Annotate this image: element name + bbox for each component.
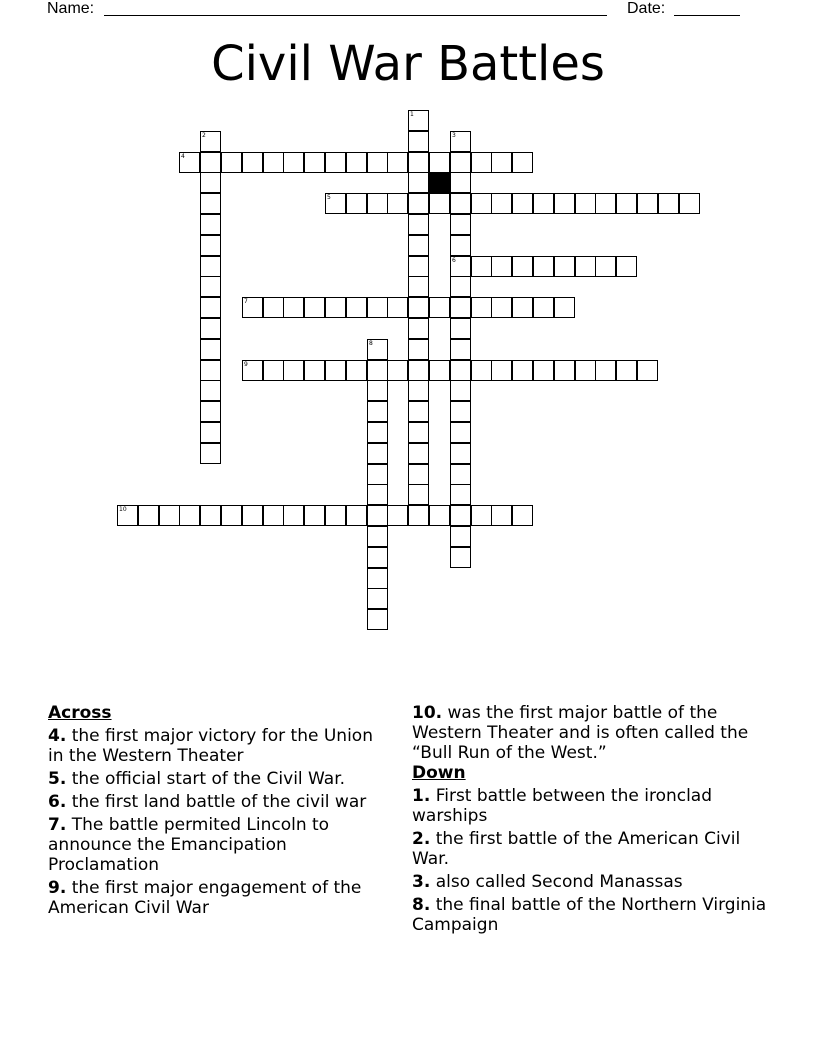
clues-left-column [48, 703, 393, 918]
grid-cell[interactable] [367, 401, 388, 422]
date-label: Date: [627, 0, 666, 17]
grid-cell[interactable] [367, 422, 388, 443]
grid-cell[interactable] [471, 256, 492, 277]
grid-cell[interactable] [471, 193, 492, 214]
grid-cell[interactable] [533, 193, 554, 214]
grid-cell[interactable] [450, 172, 471, 193]
grid-cell[interactable] [387, 360, 408, 381]
grid-cell[interactable] [367, 484, 388, 505]
grid-cell[interactable] [346, 505, 367, 526]
clue-number: 7. [48, 815, 67, 835]
clue-number: 6. [48, 792, 67, 812]
grid-cell[interactable] [429, 193, 450, 214]
grid-cell[interactable] [554, 297, 575, 318]
grid-cell[interactable] [304, 297, 325, 318]
clue-number: 2. [412, 829, 431, 849]
grid-cell[interactable] [242, 360, 263, 381]
grid-cell[interactable] [346, 360, 367, 381]
grid-cell[interactable] [408, 318, 429, 339]
grid-cell[interactable] [367, 297, 388, 318]
grid-cell[interactable] [179, 505, 200, 526]
grid-cell[interactable] [408, 256, 429, 277]
grid-cell[interactable] [367, 609, 388, 630]
grid-cell[interactable] [491, 360, 512, 381]
clue-number-label: 8 [369, 340, 373, 347]
clue-number: 5. [48, 769, 67, 789]
grid-cell[interactable] [408, 131, 429, 152]
grid-cell[interactable] [450, 339, 471, 360]
clue-number-label: 1 [410, 111, 414, 118]
grid-cell[interactable] [200, 256, 221, 277]
grid-cell[interactable] [263, 360, 284, 381]
grid-cell[interactable] [471, 152, 492, 173]
clue-text: the first major victory for the Union in the Western Theater [48, 726, 373, 766]
grid-cell[interactable] [408, 297, 429, 318]
grid-cell[interactable] [200, 193, 221, 214]
clues-right-column [412, 703, 772, 935]
grid-cell[interactable] [450, 152, 471, 173]
clue-across-5 [48, 769, 393, 789]
grid-cell[interactable] [325, 193, 346, 214]
clue-number-label: 4 [181, 153, 185, 160]
grid-cell[interactable] [491, 193, 512, 214]
grid-cell[interactable] [658, 193, 679, 214]
clue-text: the first battle of the American Civil War. [412, 829, 741, 869]
clue-text: The battle permited Lincoln to announce the Emancipation Proclamation [48, 815, 330, 875]
grid-cell[interactable] [200, 422, 221, 443]
grid-cell[interactable] [595, 193, 616, 214]
grid-cell[interactable] [533, 297, 554, 318]
clue-number-label: 7 [244, 298, 248, 305]
grid-cell[interactable] [325, 297, 346, 318]
grid-cell[interactable] [325, 360, 346, 381]
grid-cell[interactable] [491, 505, 512, 526]
grid-cell[interactable] [575, 193, 596, 214]
grid-cell[interactable] [200, 172, 221, 193]
grid-cell[interactable] [450, 443, 471, 464]
grid-cell[interactable] [367, 152, 388, 173]
grid-cell[interactable] [616, 193, 637, 214]
grid-cell[interactable] [387, 297, 408, 318]
clue-across-7 [48, 815, 393, 875]
grid-cell[interactable] [200, 339, 221, 360]
grid-cell[interactable] [450, 505, 471, 526]
grid-cell[interactable] [512, 193, 533, 214]
clue-down-8 [412, 895, 772, 935]
grid-cell[interactable] [575, 360, 596, 381]
grid-cell[interactable] [367, 505, 388, 526]
grid-cell[interactable] [138, 505, 159, 526]
grid-cell[interactable] [491, 256, 512, 277]
grid-cell[interactable] [637, 193, 658, 214]
clue-number: 9. [48, 878, 67, 898]
grid-cell[interactable] [533, 360, 554, 381]
grid-cell[interactable] [429, 505, 450, 526]
grid-cell[interactable] [491, 152, 512, 173]
grid-cell[interactable] [221, 505, 242, 526]
grid-cell[interactable] [408, 152, 429, 173]
grid-cell[interactable] [408, 276, 429, 297]
grid-cell[interactable] [450, 526, 471, 547]
across-heading: Across [48, 703, 112, 723]
clue-number: 1. [412, 786, 431, 806]
grid-cell[interactable] [346, 297, 367, 318]
clue-text: the final battle of the Northern Virginia Campaign [412, 895, 767, 935]
grid-cell[interactable] [283, 152, 304, 173]
grid-cell[interactable] [491, 297, 512, 318]
clue-number-label: 10 [119, 506, 127, 513]
grid-cell[interactable] [450, 297, 471, 318]
grid-cell[interactable] [242, 152, 263, 173]
grid-cell[interactable] [408, 235, 429, 256]
grid-cell[interactable] [242, 297, 263, 318]
clue-number-label: 3 [452, 132, 456, 139]
grid-cell[interactable] [367, 339, 388, 360]
grid-cell[interactable] [408, 484, 429, 505]
grid-cell[interactable] [554, 193, 575, 214]
grid-cell[interactable] [450, 131, 471, 152]
grid-cell[interactable] [200, 318, 221, 339]
grid-cell[interactable] [450, 256, 471, 277]
grid-cell[interactable] [283, 505, 304, 526]
grid-cell[interactable] [512, 505, 533, 526]
grid-cell[interactable] [387, 152, 408, 173]
grid-cell[interactable] [408, 110, 429, 131]
down-heading: Down [412, 763, 466, 783]
clue-number: 8. [412, 895, 431, 915]
grid-cell[interactable] [408, 422, 429, 443]
grid-cell[interactable] [283, 297, 304, 318]
grid-cell[interactable] [408, 339, 429, 360]
grid-cell[interactable] [616, 360, 637, 381]
grid-cell[interactable] [408, 505, 429, 526]
grid-cell[interactable] [200, 235, 221, 256]
grid-cell[interactable] [408, 464, 429, 485]
grid-cell[interactable] [429, 360, 450, 381]
clue-text: was the first major battle of the Western Theater and is often called the “Bull Run of the West.” [412, 703, 749, 763]
grid-cell[interactable] [554, 360, 575, 381]
name-label: Name: [47, 0, 95, 17]
grid-cell[interactable] [200, 505, 221, 526]
grid-cell[interactable] [242, 505, 263, 526]
grid-cell[interactable] [221, 152, 242, 173]
grid-cell[interactable] [429, 152, 450, 173]
grid-cell[interactable] [367, 547, 388, 568]
clue-number: 4. [48, 726, 67, 746]
grid-cell[interactable] [367, 464, 388, 485]
clue-number-label: 9 [244, 361, 248, 368]
page-title: Civil War Battles [211, 36, 605, 92]
grid-cell[interactable] [533, 256, 554, 277]
grid-cell[interactable] [512, 297, 533, 318]
clue-text: the first major engagement of the American Civil War [48, 878, 362, 918]
grid-cell[interactable] [512, 152, 533, 173]
grid-cell[interactable] [200, 443, 221, 464]
grid-cell[interactable] [367, 568, 388, 589]
grid-cell[interactable] [200, 276, 221, 297]
grid-cell[interactable] [200, 214, 221, 235]
grid-cell[interactable] [595, 256, 616, 277]
grid-cell[interactable] [429, 297, 450, 318]
clue-text: also called Second Manassas [430, 872, 683, 892]
grid-cell[interactable] [450, 547, 471, 568]
clue-text: First battle between the ironclad warships [412, 786, 713, 826]
grid-cell[interactable] [512, 360, 533, 381]
grid-cell[interactable] [200, 360, 221, 381]
clue-across-4 [48, 726, 393, 766]
clue-number-label: 6 [452, 257, 456, 264]
grid-cell[interactable] [450, 401, 471, 422]
clue-number: 3. [412, 872, 431, 892]
grid-cell[interactable] [263, 505, 284, 526]
grid-cell[interactable] [450, 380, 471, 401]
grid-cell[interactable] [408, 172, 429, 193]
grid-cell[interactable] [200, 131, 221, 152]
clue-number-label: 2 [202, 132, 206, 139]
grid-cell[interactable] [263, 152, 284, 173]
grid-cell[interactable] [408, 401, 429, 422]
grid-cell[interactable] [200, 152, 221, 173]
grid-cell[interactable] [408, 193, 429, 214]
grid-cell[interactable] [304, 152, 325, 173]
grid-cell[interactable] [367, 360, 388, 381]
grid-cell[interactable] [450, 464, 471, 485]
grid-cell[interactable] [283, 360, 304, 381]
grid-cell[interactable] [471, 360, 492, 381]
grid-cell[interactable] [325, 152, 346, 173]
clue-across-6 [48, 792, 393, 812]
clue-number: 10. [412, 703, 443, 723]
grid-cell[interactable] [450, 193, 471, 214]
grid-cell[interactable] [367, 380, 388, 401]
grid-cell[interactable] [367, 443, 388, 464]
grid-cell[interactable] [575, 256, 596, 277]
grid-cell[interactable] [367, 193, 388, 214]
grid-cell[interactable] [346, 152, 367, 173]
grid-cell[interactable] [304, 505, 325, 526]
grid-cell[interactable] [450, 422, 471, 443]
grid-cell[interactable] [512, 256, 533, 277]
grid-cell[interactable] [387, 505, 408, 526]
grid-cell[interactable] [200, 401, 221, 422]
clue-number-label: 5 [327, 194, 331, 201]
grid-cell[interactable] [450, 214, 471, 235]
grid-cell[interactable] [471, 505, 492, 526]
grid-cell[interactable] [408, 214, 429, 235]
clue-down-1 [412, 786, 772, 826]
grid-cell[interactable] [616, 256, 637, 277]
clue-down-2 [412, 829, 772, 869]
grid-cell[interactable] [408, 380, 429, 401]
grid-cell[interactable] [200, 380, 221, 401]
grid-cell[interactable] [450, 276, 471, 297]
grid-cell[interactable] [304, 360, 325, 381]
grid-cell[interactable] [263, 297, 284, 318]
clue-text: the first land battle of the civil war [66, 792, 367, 812]
grid-cell[interactable] [450, 318, 471, 339]
grid-cell[interactable] [595, 360, 616, 381]
grid-cell[interactable] [450, 235, 471, 256]
clue-across-9 [48, 878, 393, 918]
grid-cell[interactable] [367, 526, 388, 547]
grid-cell[interactable] [679, 193, 700, 214]
grid-cell[interactable] [408, 443, 429, 464]
clue-text: the official start of the Civil War. [66, 769, 346, 789]
grid-cell[interactable] [325, 505, 346, 526]
grid-cell[interactable] [117, 505, 138, 526]
grid-cell[interactable] [367, 588, 388, 609]
grid-cell[interactable] [471, 297, 492, 318]
grid-cell[interactable] [450, 360, 471, 381]
grid-cell[interactable] [346, 193, 367, 214]
grid-cell[interactable] [637, 360, 658, 381]
clue-across-10 [412, 703, 772, 763]
grid-cell[interactable] [200, 297, 221, 318]
grid-cell[interactable] [554, 256, 575, 277]
grid-cell[interactable] [450, 484, 471, 505]
grid-cell[interactable] [408, 360, 429, 381]
grid-cell[interactable] [159, 505, 180, 526]
black-cell [429, 172, 450, 193]
clue-down-3 [412, 872, 772, 892]
grid-cell[interactable] [387, 193, 408, 214]
grid-cell[interactable] [179, 152, 200, 173]
